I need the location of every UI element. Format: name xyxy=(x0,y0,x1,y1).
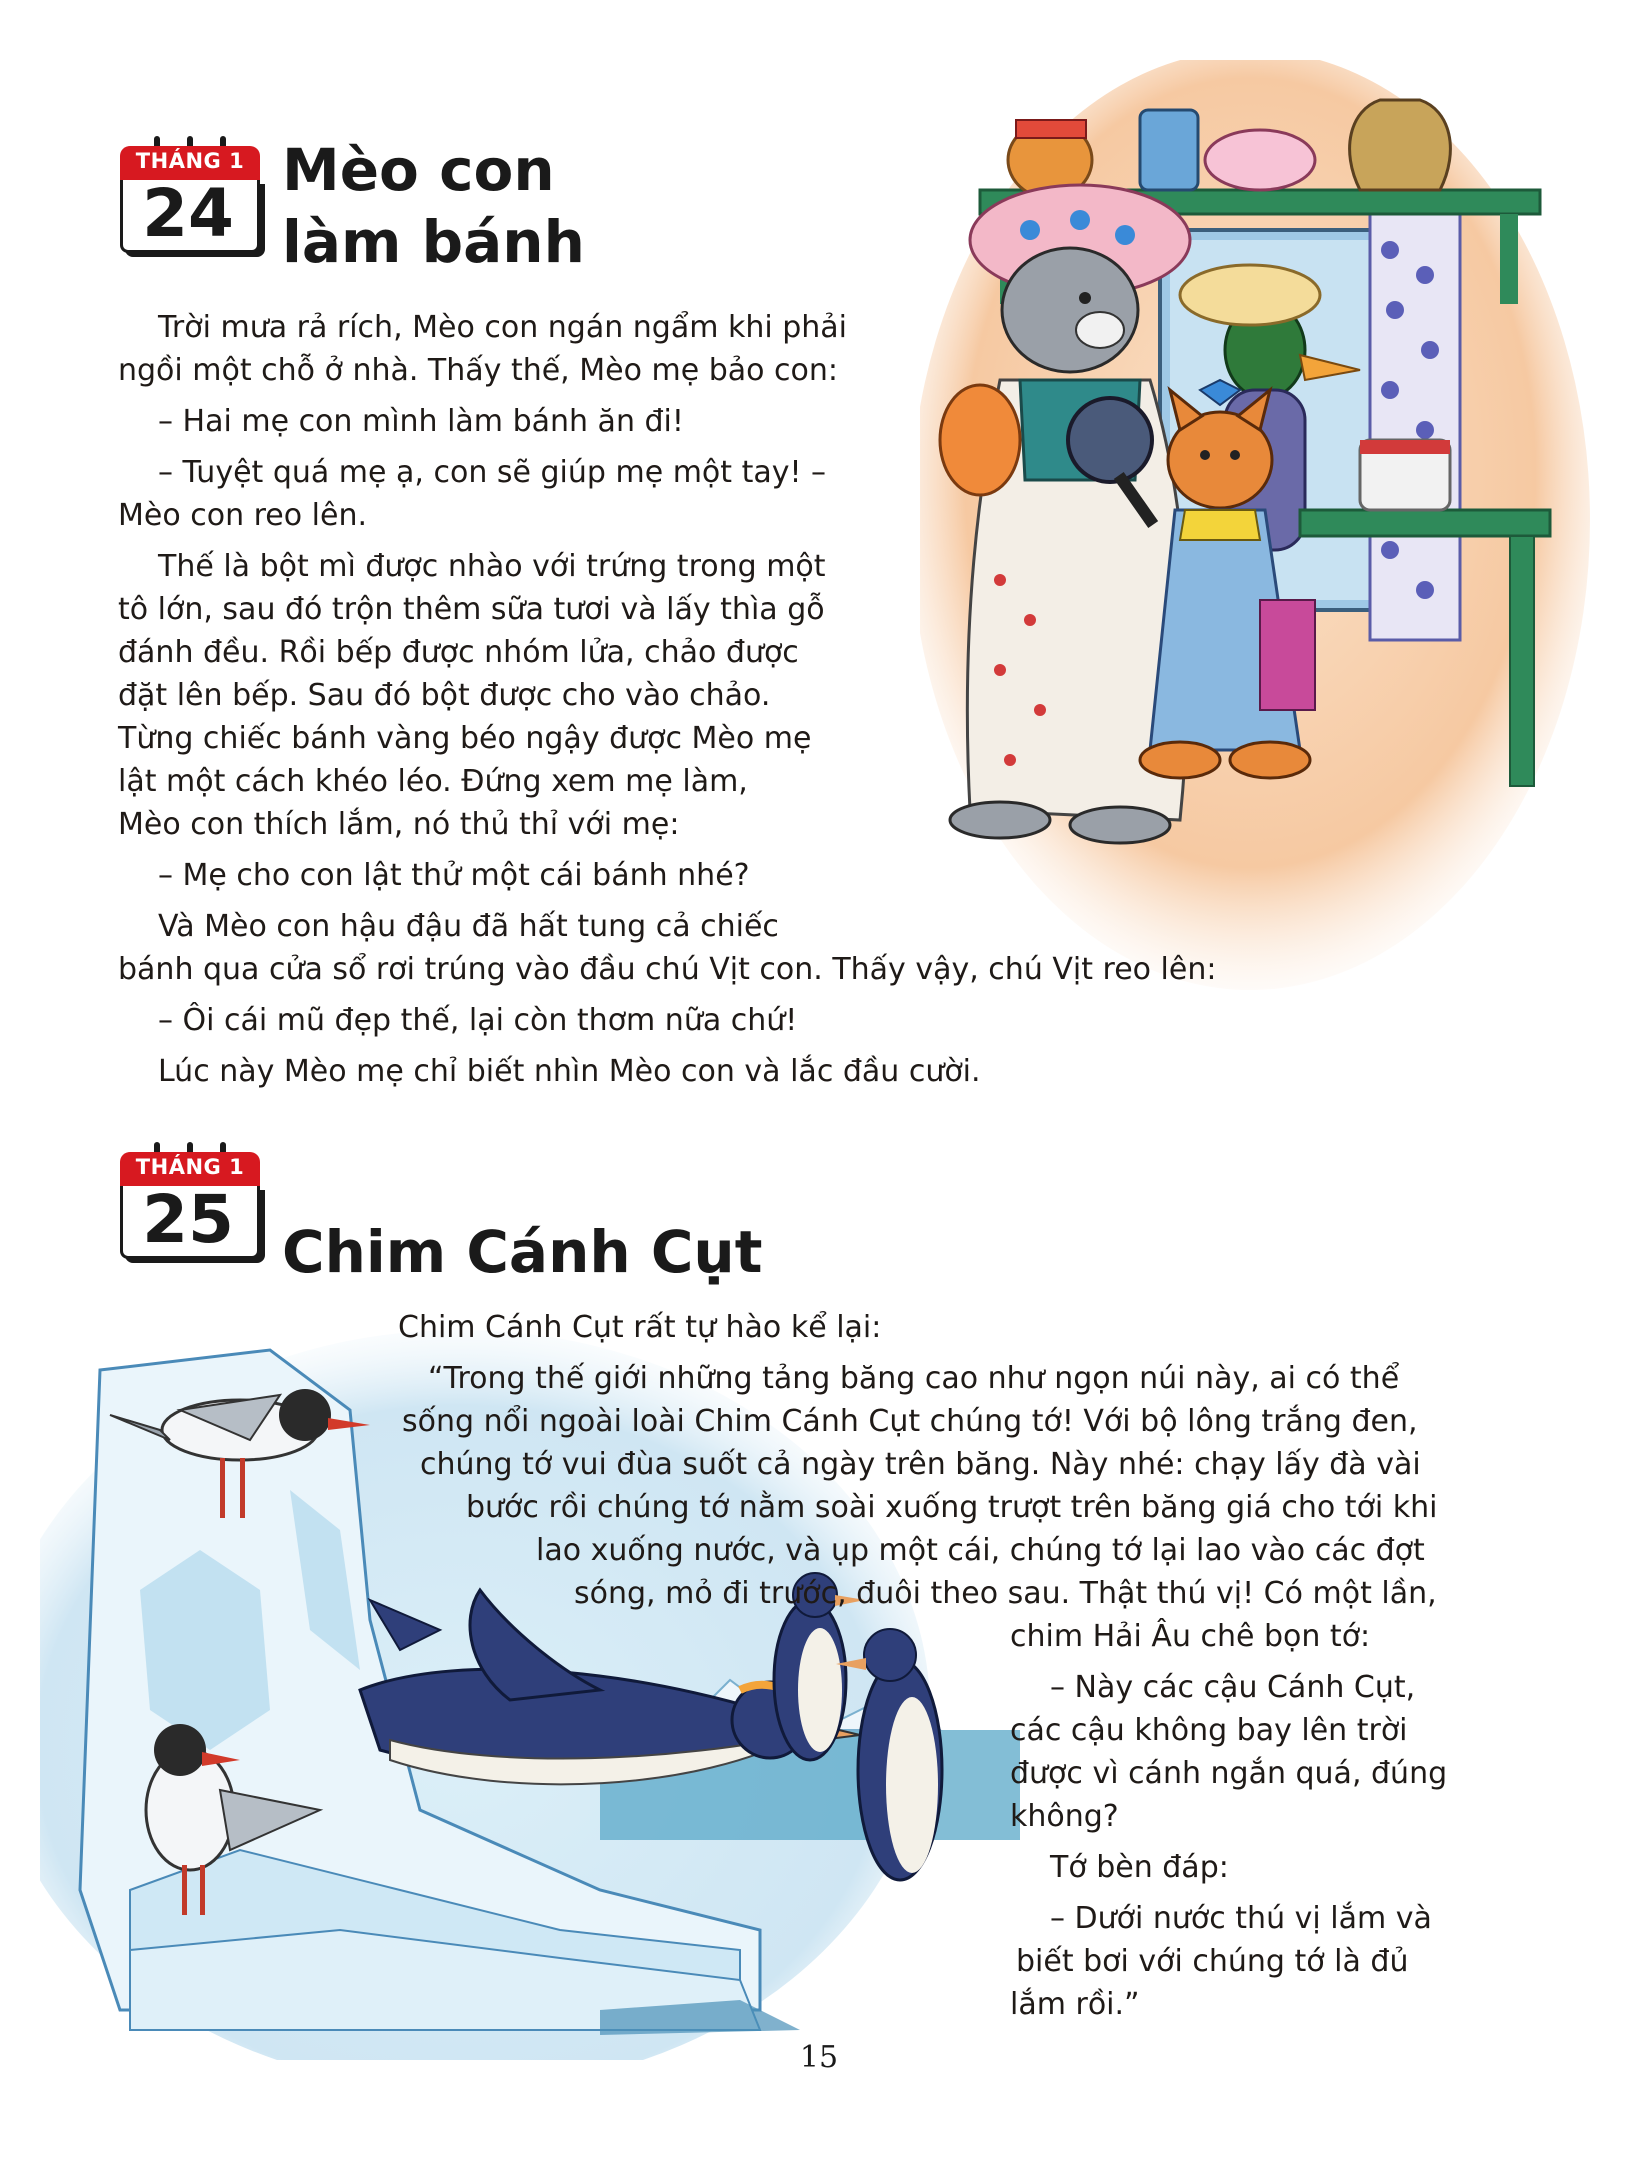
dialogue-line: biết bơi với chúng tớ là đủ xyxy=(1016,1944,1409,1979)
paragraph-line: “Trong thế giới những tảng băng cao như ngọn núi này, ai có thể xyxy=(428,1361,1400,1396)
paragraph-line: tô lớn, sau đó trộn thêm sữa tươi và lấy thìa gỗ xyxy=(118,592,825,627)
paragraph-line: sóng, mỏ đi trước, đuôi theo sau. Thật thú vị! Có một lần, xyxy=(574,1576,1437,1611)
calendar-month: THÁNG 1 xyxy=(135,149,245,173)
paragraph-line: Từng chiếc bánh vàng béo ngậy được Mèo mẹ xyxy=(118,721,812,756)
paragraph-line: Mèo con reo lên. xyxy=(118,498,367,533)
paragraph-line: bước rồi chúng tớ nằm soài xuống trượt trên băng giá cho tới khi xyxy=(466,1490,1438,1525)
paragraph-line: chim Hải Âu chê bọn tớ: xyxy=(1010,1619,1371,1654)
dialogue-line: – Tuyệt quá mẹ ạ, con sẽ giúp mẹ một tay! – xyxy=(158,455,827,490)
page-number: 15 xyxy=(799,2040,839,2075)
calendar-badge-24 xyxy=(120,136,260,254)
story-title: làm bánh xyxy=(282,208,585,276)
story-text xyxy=(0,1306,1447,2026)
paragraph-line: đánh đều. Rồi bếp được nhóm lửa, chảo được xyxy=(118,635,799,670)
paragraph-line: Thế là bột mì được nhào với trứng trong một xyxy=(158,549,826,584)
paragraph-line: bánh qua cửa sổ rơi trúng vào đầu chú Vịt con. Thấy vậy, chú Vịt reo lên: xyxy=(118,952,1217,987)
calendar-badge-25 xyxy=(120,1142,260,1260)
dialogue-line: được vì cánh ngắn quá, đúng xyxy=(1010,1756,1448,1791)
story-title: Chim Cánh Cụt xyxy=(282,1218,763,1286)
story-title: Mèo con xyxy=(282,136,555,204)
dialogue-line: – Dưới nước thú vị lắm và xyxy=(1050,1901,1432,1936)
calendar-day: 24 xyxy=(142,175,234,252)
paragraph-line: Mèo con thích lắm, nó thủ thỉ với mẹ: xyxy=(118,807,680,842)
paragraph-line: Trời mưa rả rích, Mèo con ngán ngẩm khi phải xyxy=(158,310,847,345)
paragraph-line: Lúc này Mèo mẹ chỉ biết nhìn Mèo con và lắc đầu cười. xyxy=(158,1054,981,1089)
paragraph-line: chúng tớ vui đùa suốt cả ngày trên băng. Này nhé: chạy lấy đà vài xyxy=(420,1447,1421,1482)
dialogue-line: các cậu không bay lên trời xyxy=(1010,1713,1408,1748)
paragraph-line: sống nổi ngoài loài Chim Cánh Cụt chúng tớ! Với bộ lông trắng đen, xyxy=(402,1404,1418,1439)
paragraph-line: lao xuống nước, và ụp một cái, chúng tớ lại lao vào các đợt xyxy=(536,1533,1425,1568)
dialogue-line: không? xyxy=(1010,1799,1119,1834)
paragraph-line: Và Mèo con hậu đậu đã hất tung cả chiếc xyxy=(158,909,779,944)
dialogue-line: – Này các cậu Cánh Cụt, xyxy=(1050,1670,1416,1705)
dialogue-line: lắm rồi.” xyxy=(1010,1987,1140,2022)
paragraph-line: đặt lên bếp. Sau đó bột được cho vào chảo. xyxy=(118,678,771,713)
story-text xyxy=(118,306,1216,1093)
calendar-day: 25 xyxy=(142,1181,234,1258)
paragraph-line: Chim Cánh Cụt rất tự hào kể lại: xyxy=(398,1310,882,1345)
dialogue-line: – Mẹ cho con lật thử một cái bánh nhé? xyxy=(158,858,750,893)
paragraph-line: ngồi một chỗ ở nhà. Thấy thế, Mèo mẹ bảo con: xyxy=(118,353,838,388)
calendar-month: THÁNG 1 xyxy=(135,1155,245,1179)
dialogue-line: – Hai mẹ con mình làm bánh ăn đi! xyxy=(158,404,684,439)
paragraph-line: Tớ bèn đáp: xyxy=(1050,1850,1229,1885)
dialogue-line: – Ôi cái mũ đẹp thế, lại còn thơm nữa chứ! xyxy=(158,1003,798,1038)
paragraph-line: lật một cách khéo léo. Đứng xem mẹ làm, xyxy=(118,764,748,799)
